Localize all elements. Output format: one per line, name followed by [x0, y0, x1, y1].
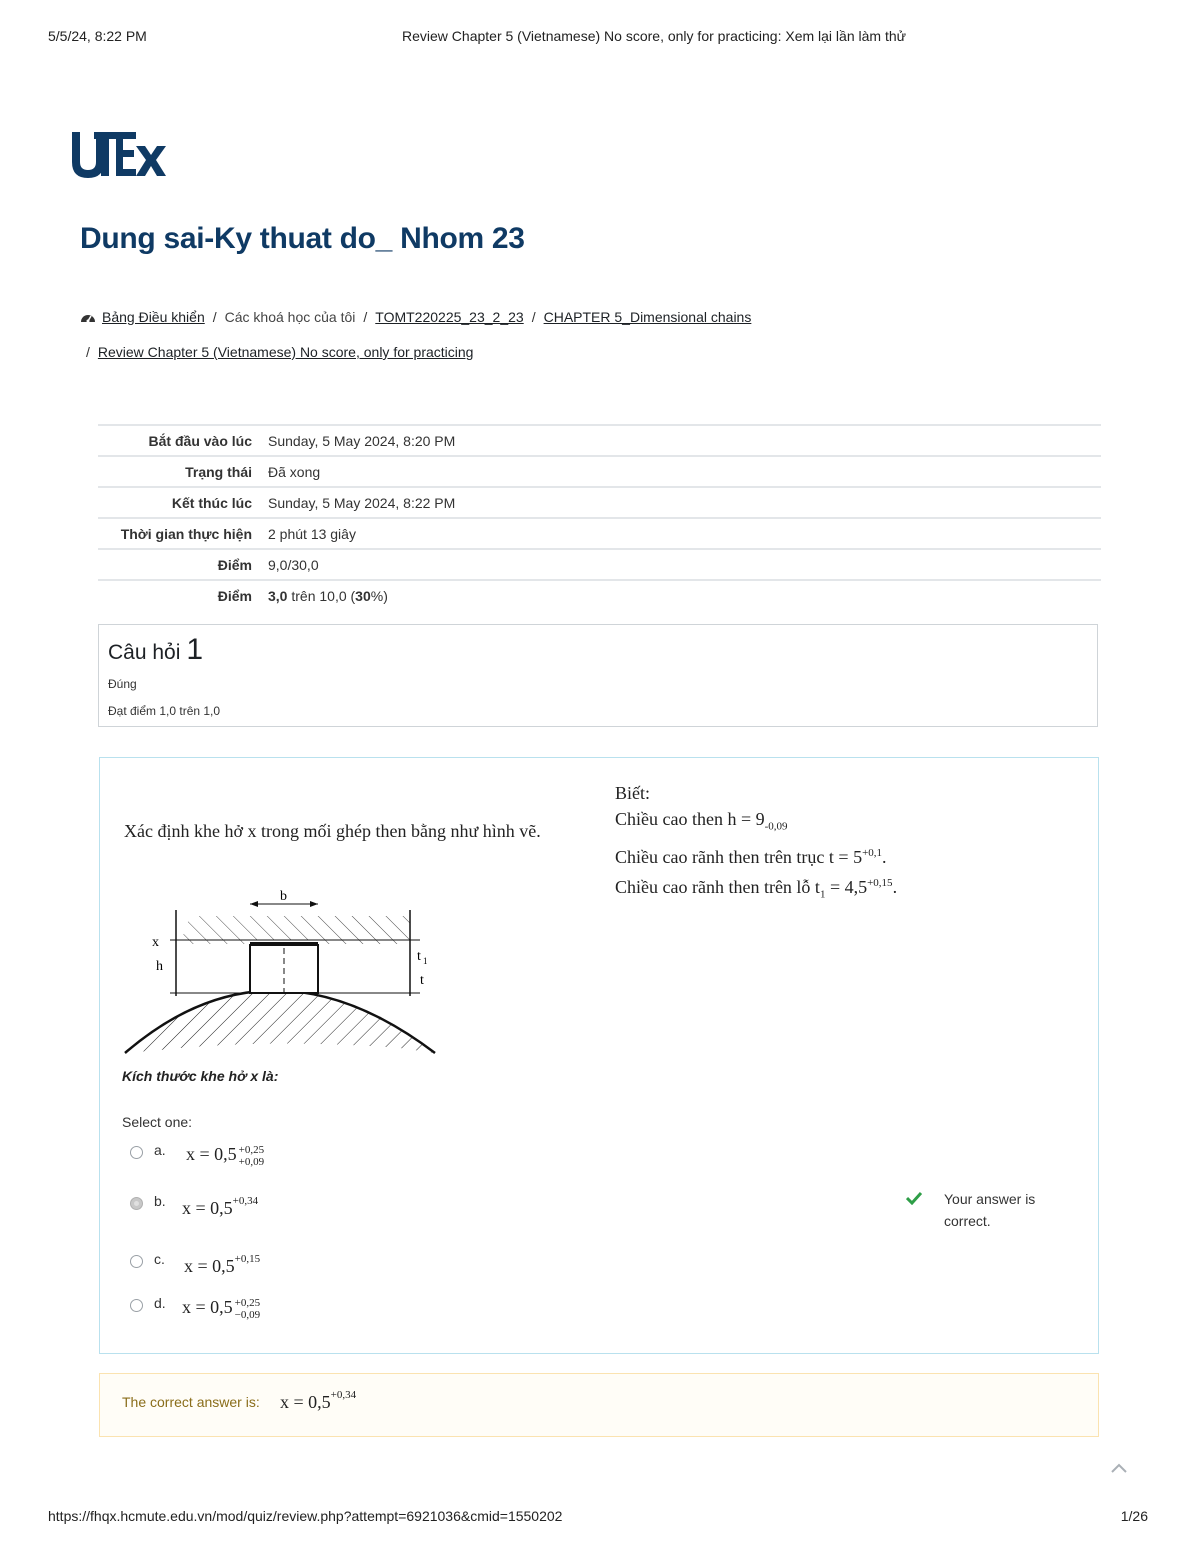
correct-answer-label: The correct answer is:	[122, 1394, 260, 1410]
breadcrumb-course[interactable]: TOMT220225_23_2_23	[375, 309, 524, 325]
breadcrumb-dashboard[interactable]: Bảng Điều khiển	[102, 309, 205, 325]
option-letter: c.	[154, 1251, 165, 1267]
svg-text:h: h	[156, 959, 163, 974]
summary-value: 3,0 trên 10,0 (30%)	[260, 580, 1101, 610]
check-icon	[906, 1191, 922, 1205]
print-document-title: Review Chapter 5 (Vietnamese) No score, only for practicing: Xem lại lần làm thử	[402, 28, 906, 44]
print-page-number: 1/26	[1120, 1508, 1148, 1524]
option-formula: $x = 0,5^{+0,15}$	[184, 1253, 261, 1276]
summary-row	[98, 456, 1101, 487]
dashboard-icon	[80, 311, 96, 323]
breadcrumb-separator: /	[363, 309, 368, 325]
option-formula: x = 0,5 +0,25 +0,09	[186, 1144, 265, 1168]
key-joint-diagram	[120, 888, 440, 1058]
summary-value: Sunday, 5 May 2024, 8:22 PM	[260, 487, 1101, 518]
radio-b-selected[interactable]	[130, 1197, 143, 1210]
answer-option-d[interactable]	[130, 1295, 330, 1329]
question-grade: Đạt điểm 1,0 trên 1,0	[108, 704, 221, 718]
summary-row	[98, 425, 1101, 456]
option-letter: d.	[154, 1295, 166, 1311]
summary-value: 9,0/30,0	[260, 549, 1101, 580]
select-one-label: Select one:	[122, 1114, 193, 1130]
given-data	[615, 780, 897, 907]
question-state: Đúng	[108, 677, 137, 691]
summary-label: Điểm	[98, 549, 260, 580]
option-letter: b.	[154, 1193, 166, 1209]
answer-option-b[interactable]	[130, 1193, 330, 1227]
question-info-box	[98, 624, 1098, 727]
summary-label: Thời gian thực hiện	[98, 518, 260, 549]
print-header	[48, 28, 1152, 48]
breadcrumb-quiz[interactable]: Review Chapter 5 (Vietnamese) No score, only for practicing	[97, 344, 474, 360]
correct-answer-box	[99, 1373, 1099, 1437]
radio-a[interactable]	[130, 1146, 143, 1159]
answer-option-a[interactable]	[130, 1142, 330, 1176]
summary-label: Kết thúc lúc	[98, 487, 260, 518]
given-shaft-groove: Chiều cao rãnh then trên trục $t = 5^{+0,1}$.	[615, 846, 887, 867]
feedback-text: Your answer is correct.	[944, 1191, 1036, 1229]
summary-row	[98, 487, 1101, 518]
summary-row	[98, 518, 1101, 549]
option-formula: x = 0,5 +0,25 −0,09	[182, 1297, 261, 1321]
summary-value: Đã xong	[260, 456, 1101, 487]
question-content-box	[99, 757, 1099, 1354]
svg-text:x: x	[152, 935, 159, 950]
question-text: Xác định khe hở x trong mối ghép then bằng như hình vẽ.	[124, 821, 541, 841]
svg-text:1: 1	[423, 956, 428, 966]
svg-text:t: t	[417, 949, 421, 964]
summary-label: Điểm	[98, 580, 260, 610]
page-title: Dung sai-Ky thuat do_ Nhom 23	[80, 222, 525, 255]
print-date: 5/5/24, 8:22 PM	[48, 28, 147, 44]
given-title: Biết:	[615, 783, 650, 803]
summary-value: 2 phút 13 giây	[260, 518, 1101, 549]
option-letter: a.	[154, 1142, 166, 1158]
option-formula: $x = 0,5^{+0,34}$	[182, 1195, 259, 1218]
given-hub-groove: Chiều cao rãnh then trên lỗ $t_1 = 4,5^{+0,15}$.	[615, 876, 898, 901]
answer-prompt: Kích thước khe hở x là:	[122, 1068, 279, 1084]
radio-c[interactable]	[130, 1255, 143, 1268]
print-footer	[48, 1508, 1148, 1528]
summary-label: Trạng thái	[98, 456, 260, 487]
utex-logo[interactable]	[70, 128, 166, 180]
summary-row	[98, 580, 1101, 610]
svg-text:b: b	[280, 889, 287, 904]
summary-label: Bắt đầu vào lúc	[98, 425, 260, 456]
breadcrumb-separator: /	[531, 309, 536, 325]
answer-option-c[interactable]	[130, 1251, 330, 1285]
given-key-height: Chiều cao then $h = 9_{-0,09}$	[615, 809, 788, 833]
svg-text:t: t	[420, 973, 424, 988]
print-url: https://fhqx.hcmute.edu.vn/mod/quiz/review.php?attempt=6921036&cmid=1550202	[48, 1508, 563, 1524]
breadcrumb-separator: /	[212, 309, 217, 325]
breadcrumb-separator: /	[86, 344, 90, 360]
summary-row	[98, 549, 1101, 580]
breadcrumb-my-courses: Các khoá học của tôi	[224, 309, 356, 325]
scroll-to-top-icon[interactable]	[1110, 1462, 1128, 1474]
correct-answer-formula: $x = 0,5^{+0,34}$	[280, 1389, 357, 1412]
attempt-summary-table	[98, 424, 1101, 610]
summary-value: Sunday, 5 May 2024, 8:20 PM	[260, 425, 1101, 456]
radio-d[interactable]	[130, 1299, 143, 1312]
breadcrumb-chapter[interactable]: CHAPTER 5_Dimensional chains	[543, 309, 752, 325]
question-number: Câu hỏi 1	[108, 633, 204, 666]
